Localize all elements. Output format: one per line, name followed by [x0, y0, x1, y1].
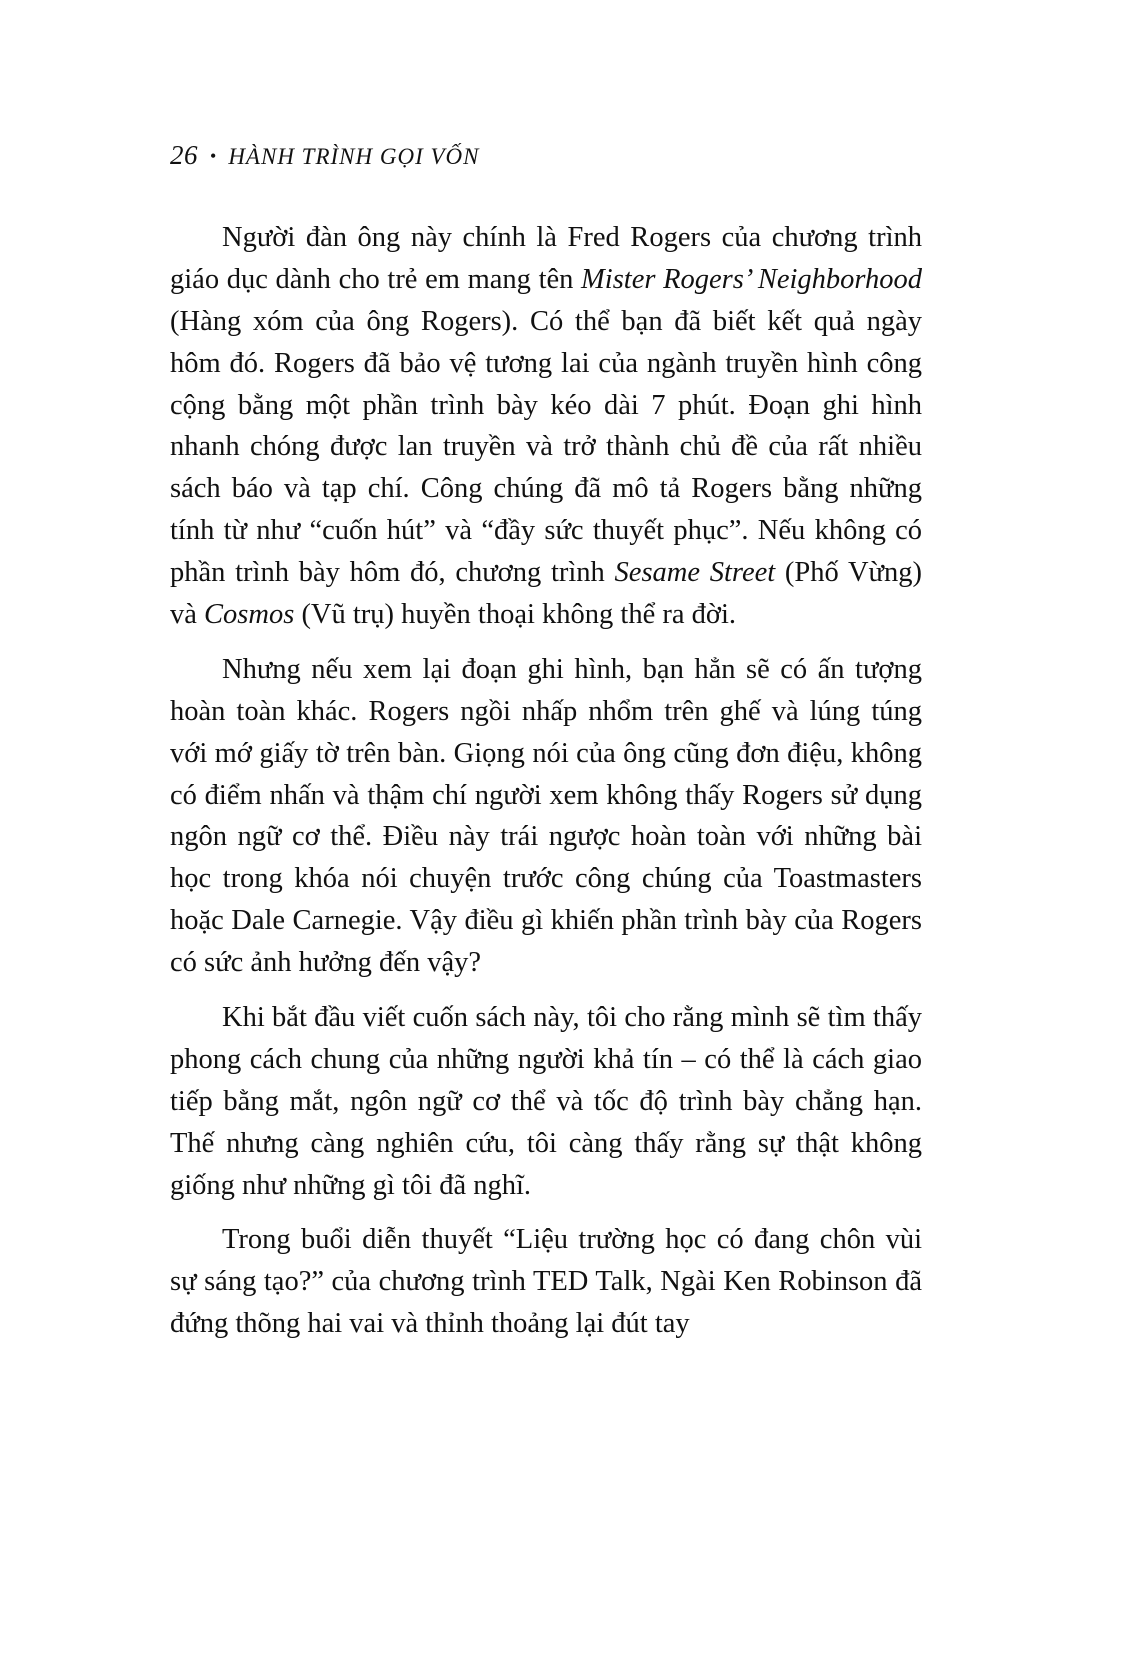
italic-run: Cosmos — [204, 599, 295, 631]
text-run: (Vũ trụ) huyền thoại không thể ra đời. — [294, 599, 736, 631]
paragraph — [170, 997, 922, 1206]
paragraph — [170, 649, 922, 984]
text-run: Khi bắt đầu viết cuốn sách này, tôi cho rằng mình sẽ tìm thấy phong cách chung của những người khả tín – có thể là cách giao tiếp bằng mắt, ngôn ngữ cơ thể và tốc độ trình bày chẳng hạn. Thế nhưng càng nghiên cứu, tôi càng thấy rằng sự thật không giống như những gì tôi đã nghĩ. — [170, 1002, 922, 1201]
text-run: Trong buổi diễn thuyết “Liệu trường học có đang chôn vùi sự sáng tạo?” của chương trình TED Talk, Ngài Ken Robinson đã đứng thõng hai vai và thỉnh thoảng lại đút tay — [170, 1224, 922, 1340]
header-separator-dot: • — [210, 146, 217, 166]
text-run: Nhưng nếu xem lại đoạn ghi hình, bạn hẳn sẽ có ấn tượng hoàn toàn khác. Rogers ngồi nhấp nhổm trên ghế và lúng túng với mớ giấy tờ trên bàn. Giọng nói của ông cũng đơn điệu, không có điểm nhấn và thậm chí người xem không thấy Rogers sử dụng ngôn ngữ cơ thể. Điều này trái ngược hoàn toàn với những bài học trong khóa nói chuyện trước công chúng của Toastmasters hoặc Dale Carnegie. Vậy điều gì khiến phần trình bày của Rogers có sức ảnh hưởng đến vậy? — [170, 653, 922, 979]
page-number: 26 — [170, 140, 198, 170]
text-run: (Hàng xóm của ông Rogers). Có thể bạn đã biết kết quả ngày hôm đó. Rogers đã bảo vệ tương lai của ngành truyền hình công cộng bằng một phần trình bày kéo dài 7 phút. Đoạn ghi hình nhanh chóng được lan truyền và trở thành chủ đề của rất nhiều sách báo và tạp chí. Công chúng đã mô tả Rogers bằng những tính từ như “cuốn hút” và “đầy sức thuyết phục”. Nếu không có phần trình bày hôm đó, chương trình — [170, 305, 922, 589]
italic-run: Sesame Street — [614, 557, 776, 589]
paragraph — [170, 1219, 922, 1345]
page-content — [170, 140, 922, 1345]
text-run: (Phố Vừng) và — [170, 557, 922, 631]
text-run: Người đàn ông này chính là Fred Rogers của chương trình giáo dục dành cho trẻ em mang tên — [170, 222, 922, 295]
running-title: HÀNH TRÌNH GỌI VỐN — [228, 144, 480, 169]
running-head — [170, 140, 922, 171]
paragraph — [170, 217, 922, 636]
italic-run: Mister Rogers’ Neighborhood — [581, 263, 922, 295]
text-block — [170, 217, 922, 1345]
